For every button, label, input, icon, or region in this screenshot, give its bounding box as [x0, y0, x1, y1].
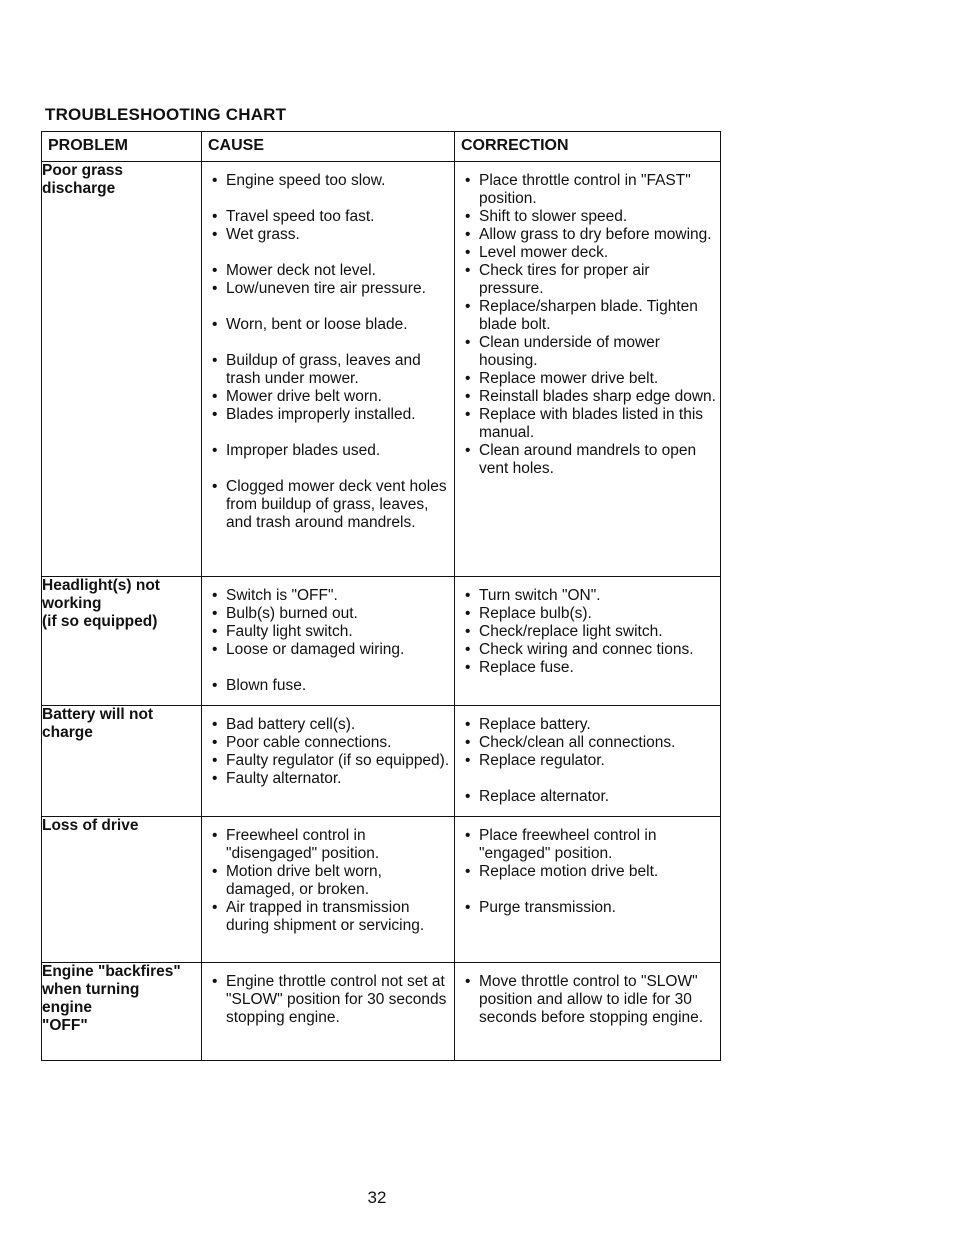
bullet-icon: • [212, 641, 218, 658]
correction-text: Shift to slower speed. [479, 208, 628, 225]
cause-item [208, 172, 450, 190]
cause-group [208, 677, 450, 695]
cause-text: Travel speed too fast. [226, 208, 375, 225]
correction-group [461, 973, 716, 1027]
bullet-icon: • [212, 605, 218, 622]
cause-item [208, 280, 450, 298]
cause-item [208, 899, 450, 935]
problem-text-line: discharge [42, 180, 116, 197]
bullet-icon: • [212, 752, 218, 769]
problem-cell [42, 706, 202, 817]
cause-item [208, 226, 450, 244]
cause-item [208, 605, 450, 623]
correction-item [461, 388, 716, 406]
cause-text: Blown fuse. [226, 677, 307, 694]
bullet-icon: • [212, 478, 218, 495]
cause-text: Bad battery cell(s). [226, 716, 356, 733]
bullet-icon: • [212, 623, 218, 640]
cause-item [208, 734, 450, 752]
bullet-icon: • [465, 406, 471, 423]
bullet-icon: • [465, 623, 471, 640]
bullet-icon: • [212, 352, 218, 369]
correction-text: Check tires for proper air pressure. [479, 262, 650, 297]
bullet-icon: • [212, 734, 218, 751]
bullet-icon: • [465, 587, 471, 604]
cause-text: Mower drive belt worn. [226, 388, 382, 405]
table-row [42, 963, 721, 1061]
correction-item [461, 788, 716, 806]
cause-group [208, 716, 450, 788]
correction-item [461, 899, 716, 917]
correction-item [461, 863, 716, 881]
cause-text: Bulb(s) burned out. [226, 605, 358, 622]
table-row [42, 706, 721, 817]
correction-text: Clean underside of mower housing. [479, 334, 660, 369]
cause-item [208, 623, 450, 641]
problem-cell [42, 817, 202, 963]
bullet-icon: • [212, 172, 218, 189]
bullet-icon: • [212, 280, 218, 297]
cause-text: Low/uneven tire air pressure. [226, 280, 426, 297]
bullet-icon: • [465, 208, 471, 225]
cause-group [208, 316, 450, 334]
cause-text: Wet grass. [226, 226, 300, 243]
cause-item [208, 973, 450, 1027]
cause-text: Poor cable connections. [226, 734, 392, 751]
correction-item [461, 262, 716, 298]
correction-text: Allow grass to dry before mowing. [479, 226, 712, 243]
cause-text: Buildup of grass, leaves and trash under mower. [226, 352, 421, 387]
correction-item [461, 659, 716, 677]
problem-text-line: Engine "backfires" [42, 963, 181, 980]
page-number: 32 [367, 1188, 387, 1207]
cause-group [208, 352, 450, 424]
bullet-icon: • [465, 388, 471, 405]
correction-text: Replace battery. [479, 716, 591, 733]
cause-item [208, 316, 450, 334]
bullet-icon: • [465, 716, 471, 733]
correction-text: Reinstall blades sharp edge down. [479, 388, 716, 405]
cause-group [208, 478, 450, 532]
bullet-icon: • [212, 226, 218, 243]
correction-text: Replace bulb(s). [479, 605, 592, 622]
bullet-icon: • [212, 442, 218, 459]
correction-text: Replace alternator. [479, 788, 610, 805]
correction-item [461, 973, 716, 1027]
cause-cell [202, 817, 455, 963]
cause-text: Motion drive belt worn, damaged, or broken. [226, 863, 382, 898]
bullet-icon: • [212, 208, 218, 225]
problem-cell [42, 963, 202, 1061]
bullet-icon: • [465, 370, 471, 387]
correction-group [461, 899, 716, 917]
correction-item [461, 226, 716, 244]
cause-item [208, 352, 450, 388]
problem-text-line: charge [42, 724, 93, 741]
correction-text: Check wiring and connec tions. [479, 641, 694, 658]
table-header-row [42, 132, 721, 162]
bullet-icon: • [465, 172, 471, 189]
correction-text: Level mower deck. [479, 244, 609, 261]
bullet-icon: • [465, 641, 471, 658]
problem-text-line: Battery will not [42, 706, 154, 723]
bullet-icon: • [465, 298, 471, 315]
cause-item [208, 208, 450, 226]
correction-text: Place freewheel control in "engaged" position. [479, 827, 657, 862]
cause-text: Switch is "OFF". [226, 587, 338, 604]
bullet-icon: • [465, 827, 471, 844]
cause-item [208, 863, 450, 899]
correction-group [461, 587, 716, 677]
correction-group [461, 172, 716, 478]
bullet-icon: • [212, 316, 218, 333]
cause-text: Freewheel control in "disengaged" position. [226, 827, 380, 862]
bullet-icon: • [465, 973, 471, 990]
table-row [42, 577, 721, 706]
correction-text: Replace mower drive belt. [479, 370, 659, 387]
correction-text: Check/clean all connections. [479, 734, 676, 751]
correction-item [461, 716, 716, 734]
cause-text: Clogged mower deck vent holes from buildup of grass, leaves, and trash around mandrels. [226, 478, 447, 531]
correction-text: Purge transmission. [479, 899, 616, 916]
cause-text: Mower deck not level. [226, 262, 376, 279]
cause-group [208, 973, 450, 1027]
bullet-icon: • [212, 770, 218, 787]
correction-item [461, 334, 716, 370]
problem-text-line: Headlight(s) not [42, 577, 160, 594]
bullet-icon: • [212, 716, 218, 733]
bullet-icon: • [465, 863, 471, 880]
cause-group [208, 172, 450, 190]
bullet-icon: • [465, 734, 471, 751]
correction-item [461, 172, 716, 208]
correction-item [461, 244, 716, 262]
problem-text-line: (if so equipped) [42, 613, 158, 630]
cause-cell [202, 577, 455, 706]
bullet-icon: • [465, 752, 471, 769]
cause-text: Loose or damaged wiring. [226, 641, 405, 658]
page-title: TROUBLESHOOTING CHART [45, 105, 287, 124]
problem-text-line: when turning [42, 981, 140, 998]
table-row [42, 817, 721, 963]
cause-cell [202, 706, 455, 817]
problem-cell [42, 162, 202, 577]
bullet-icon: • [212, 587, 218, 604]
cause-group [208, 827, 450, 935]
correction-text: Check/replace light switch. [479, 623, 663, 640]
header-problem: PROBLEM [42, 132, 202, 162]
cause-item [208, 827, 450, 863]
correction-item [461, 605, 716, 623]
correction-text: Clean around mandrels to open vent holes. [479, 442, 697, 477]
bullet-icon: • [465, 442, 471, 459]
correction-group [461, 716, 716, 770]
header-cause: CAUSE [202, 132, 455, 162]
correction-text: Replace regulator. [479, 752, 605, 769]
bullet-icon: • [212, 262, 218, 279]
cause-item [208, 478, 450, 532]
bullet-icon: • [212, 863, 218, 880]
table-body [42, 162, 721, 1061]
cause-item [208, 677, 450, 695]
table-row [42, 162, 721, 577]
troubleshooting-table [41, 131, 721, 1061]
cause-item [208, 442, 450, 460]
cause-cell [202, 963, 455, 1061]
bullet-icon: • [212, 973, 218, 990]
bullet-icon: • [212, 406, 218, 423]
cause-group [208, 442, 450, 460]
correction-item [461, 752, 716, 770]
problem-text-line: working [42, 595, 102, 612]
correction-cell [455, 577, 721, 706]
bullet-icon: • [465, 334, 471, 351]
correction-text: Replace fuse. [479, 659, 574, 676]
problem-text-line: Loss of drive [42, 817, 139, 834]
correction-text: Place throttle control in "FAST" position. [479, 172, 691, 207]
correction-text: Replace with blades listed in this manual. [479, 406, 704, 441]
cause-text: Faulty alternator. [226, 770, 342, 787]
correction-item [461, 587, 716, 605]
correction-cell [455, 162, 721, 577]
cause-text: Blades improperly installed. [226, 406, 416, 423]
correction-group [461, 827, 716, 881]
correction-text: Turn switch "ON". [479, 587, 601, 604]
cause-group [208, 587, 450, 659]
bullet-icon: • [465, 788, 471, 805]
cause-item [208, 752, 450, 770]
cause-item [208, 262, 450, 280]
cause-text: Air trapped in transmission during shipment or servicing. [226, 899, 425, 934]
cause-text: Improper blades used. [226, 442, 381, 459]
problem-text-line: engine [42, 999, 92, 1016]
correction-item [461, 442, 716, 478]
bullet-icon: • [465, 605, 471, 622]
cause-text: Worn, bent or loose blade. [226, 316, 408, 333]
bullet-icon: • [212, 677, 218, 694]
cause-item [208, 587, 450, 605]
correction-item [461, 623, 716, 641]
cause-text: Faulty regulator (if so equipped). [226, 752, 450, 769]
cause-text: Engine speed too slow. [226, 172, 386, 189]
correction-item [461, 827, 716, 863]
bullet-icon: • [465, 244, 471, 261]
bullet-icon: • [465, 226, 471, 243]
problem-cell [42, 577, 202, 706]
correction-text: Move throttle control to "SLOW" position and allow to idle for 30 seconds before stopping engine. [479, 973, 704, 1026]
cause-group [208, 208, 450, 244]
cause-item [208, 770, 450, 788]
correction-item [461, 370, 716, 388]
cause-text: Faulty light switch. [226, 623, 353, 640]
problem-text-line: "OFF" [42, 1017, 88, 1034]
bullet-icon: • [465, 262, 471, 279]
correction-item [461, 298, 716, 334]
cause-text: Engine throttle control not set at "SLOW" position for 30 seconds stopping engine. [226, 973, 447, 1026]
cause-item [208, 388, 450, 406]
bullet-icon: • [465, 659, 471, 676]
correction-item [461, 208, 716, 226]
correction-text: Replace/sharpen blade. Tighten blade bolt. [479, 298, 698, 333]
cause-group [208, 262, 450, 298]
bullet-icon: • [212, 899, 218, 916]
correction-cell [455, 706, 721, 817]
correction-item [461, 641, 716, 659]
problem-text-line: Poor grass [42, 162, 123, 179]
header-correction: CORRECTION [455, 132, 721, 162]
cause-item [208, 716, 450, 734]
correction-text: Replace motion drive belt. [479, 863, 659, 880]
bullet-icon: • [465, 899, 471, 916]
correction-item [461, 734, 716, 752]
correction-cell [455, 817, 721, 963]
bullet-icon: • [212, 827, 218, 844]
cause-cell [202, 162, 455, 577]
correction-item [461, 406, 716, 442]
bullet-icon: • [212, 388, 218, 405]
correction-group [461, 788, 716, 806]
cause-item [208, 406, 450, 424]
correction-cell [455, 963, 721, 1061]
cause-item [208, 641, 450, 659]
